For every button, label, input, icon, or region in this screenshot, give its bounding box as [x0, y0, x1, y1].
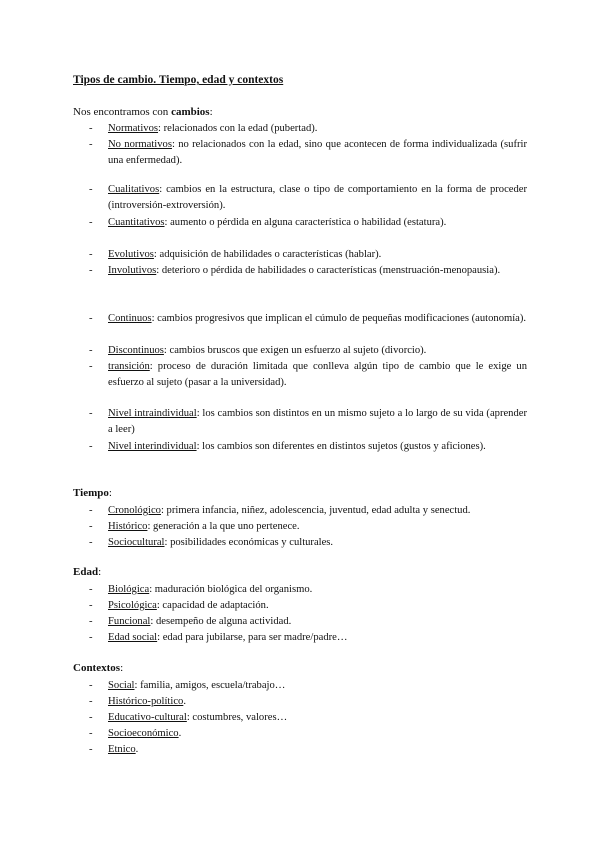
- list-item: [89, 614, 527, 630]
- intro-line: [73, 106, 213, 118]
- heading-text: Edad: [73, 566, 99, 578]
- list-item: [89, 742, 527, 758]
- list-item: [89, 694, 527, 710]
- list-item: [89, 439, 527, 455]
- item-term: Continuos: [108, 313, 152, 324]
- item-desc: : proceso de duración limitada que conlleva algún tipo de cambio que le exige un esfuerzo al sujeto (pasar a la universidad).: [108, 361, 527, 388]
- item-desc: : cambios bruscos que exigen un esfuerzo al sujeto (divorcio).: [163, 345, 427, 356]
- bullet-dash: -: [89, 139, 93, 150]
- bullet-dash: -: [89, 441, 93, 452]
- bullet-dash: -: [89, 521, 93, 532]
- item-desc: : aumento o pérdida en alguna característica o habilidad (estatura).: [164, 217, 447, 228]
- item-desc: : adquisición de habilidades o características (hablar).: [153, 249, 382, 260]
- item-desc: : maduración biológica del organismo.: [149, 584, 313, 595]
- bullet-dash: -: [89, 728, 93, 739]
- contextos-heading: [73, 662, 123, 674]
- item-term: Cuantitativos: [108, 217, 165, 228]
- item-desc: : cambios progresivos que implican el cúmulo de pequeñas modificaciones (autonomía).: [151, 313, 527, 324]
- item-term: Nivel intraindividual: [108, 408, 197, 419]
- list-item: [89, 182, 527, 213]
- item-desc: : cambios en la estructura, clase o tipo de comportamiento en la forma de proceder (introversión-extroversión).: [108, 184, 527, 211]
- item-term: Funcional: [108, 616, 151, 627]
- bullet-dash: -: [89, 537, 93, 548]
- list-item: [89, 311, 527, 327]
- tiempo-heading: [73, 487, 112, 499]
- item-desc: : desempeño de alguna actividad.: [150, 616, 292, 627]
- bullet-dash: -: [89, 712, 93, 723]
- bullet-dash: -: [89, 744, 93, 755]
- item-desc: : primera infancia, niñez, adolescencia, juventud, edad adulta y senectud.: [160, 505, 471, 516]
- intro-bold: cambios: [171, 106, 210, 118]
- bullet-dash: -: [89, 632, 93, 643]
- bullet-dash: -: [89, 184, 93, 195]
- item-term: Normativos: [108, 123, 159, 134]
- list-item: [89, 121, 527, 137]
- item-term: transición: [108, 361, 150, 372]
- item-term: Discontinuos: [108, 345, 164, 356]
- heading-colon: :: [98, 566, 102, 578]
- bullet-dash: -: [89, 265, 93, 276]
- item-term: Sociocultural: [108, 537, 165, 548]
- heading-colon: :: [120, 662, 124, 674]
- list-item: [89, 263, 527, 279]
- bullet-dash: -: [89, 680, 93, 691]
- item-term: Socioeconómico: [108, 728, 179, 739]
- bullet-dash: -: [89, 217, 93, 228]
- document-title: Tipos de cambio. Tiempo, edad y contextos: [73, 74, 284, 86]
- item-term: Evolutivos: [108, 249, 154, 260]
- item-term: Social: [108, 680, 135, 691]
- bullet-dash: -: [89, 123, 93, 134]
- bullet-dash: -: [89, 249, 93, 260]
- list-item: [89, 726, 527, 742]
- item-term: No normativos: [108, 139, 172, 150]
- list-item: [89, 406, 527, 437]
- item-term: Histórico-político: [108, 696, 184, 707]
- bullet-dash: -: [89, 616, 93, 627]
- bullet-dash: -: [89, 313, 93, 324]
- list-item: [89, 630, 527, 646]
- item-desc: .: [178, 728, 182, 739]
- item-desc: : costumbres, valores…: [186, 712, 288, 723]
- item-term: Educativo-cultural: [108, 712, 187, 723]
- item-term: Edad social: [108, 632, 158, 643]
- item-desc: : los cambios son diferentes en distintos sujetos (gustos y aficiones).: [196, 441, 486, 452]
- list-item: [89, 710, 527, 726]
- list-item: [89, 535, 527, 551]
- item-term: Cualitativos: [108, 184, 160, 195]
- bullet-dash: -: [89, 696, 93, 707]
- heading-text: Contextos: [73, 662, 121, 674]
- bullet-dash: -: [89, 361, 93, 372]
- item-term: Nivel interindividual: [108, 441, 197, 452]
- heading-colon: :: [108, 487, 112, 499]
- list-item: [89, 359, 527, 390]
- item-term: Cronológico: [108, 505, 161, 516]
- bullet-dash: -: [89, 505, 93, 516]
- item-term: Histórico: [108, 521, 148, 532]
- list-item: [89, 598, 527, 614]
- item-desc: : no relacionados con la edad, sino que acontecen de forma individualizada (sufrir una enfermedad).: [108, 139, 527, 166]
- list-item: [89, 519, 527, 535]
- item-desc: : relacionados con la edad (pubertad).: [158, 123, 318, 134]
- list-item: [89, 215, 527, 231]
- heading-text: Tiempo: [73, 487, 109, 499]
- item-desc: : los cambios son distintos en un mismo sujeto a lo largo de su vida (aprender a leer): [108, 408, 527, 435]
- item-term: Involutivos: [108, 265, 157, 276]
- list-item: [89, 503, 527, 519]
- item-desc: : familia, amigos, escuela/trabajo…: [134, 680, 286, 691]
- intro-prefix: Nos encontramos con: [73, 106, 172, 118]
- bullet-dash: -: [89, 600, 93, 611]
- edad-heading: [73, 566, 101, 578]
- item-desc: : capacidad de adaptación.: [156, 600, 269, 611]
- list-item: [89, 247, 527, 263]
- list-item: [89, 343, 527, 359]
- list-item: [89, 678, 527, 694]
- bullet-dash: -: [89, 345, 93, 356]
- item-term: Etnico: [108, 744, 136, 755]
- item-desc: : edad para jubilarse, para ser madre/padre…: [157, 632, 348, 643]
- item-desc: : generación a la que uno pertenece.: [147, 521, 300, 532]
- list-item: [89, 582, 527, 598]
- item-desc: : posibilidades económicas y culturales.: [164, 537, 334, 548]
- intro-suffix: :: [209, 106, 213, 118]
- item-desc: .: [183, 696, 186, 707]
- item-desc: .: [135, 744, 139, 755]
- list-item: [89, 137, 527, 168]
- item-term: Biológica: [108, 584, 150, 595]
- item-desc: : deterioro o pérdida de habilidades o características (menstruación-menopausia).: [156, 265, 501, 276]
- item-term: Psicológica: [108, 600, 157, 611]
- bullet-dash: -: [89, 584, 93, 595]
- bullet-dash: -: [89, 408, 93, 419]
